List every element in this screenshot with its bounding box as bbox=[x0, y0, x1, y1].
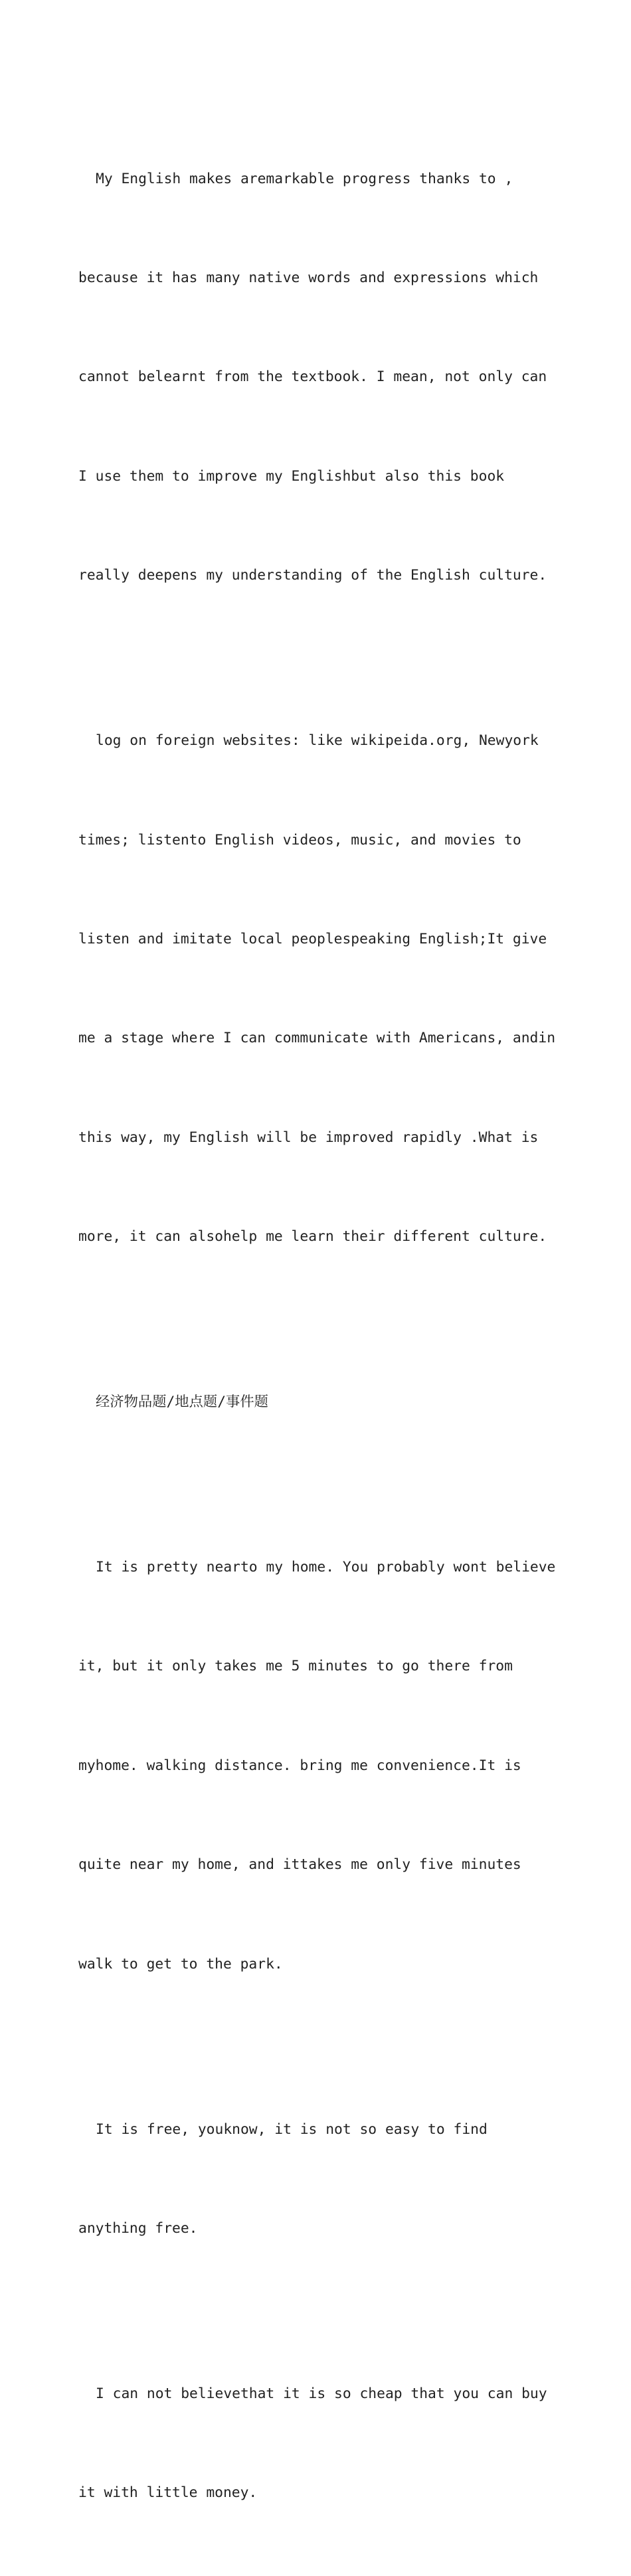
text-line: listen and imitate local peoplespeaking English;It give bbox=[78, 930, 547, 947]
text-line: it, but it only takes me 5 minutes to go there from bbox=[78, 1658, 513, 1675]
text-line: It is pretty nearto my home. You probably wont believe bbox=[96, 1559, 556, 1576]
text-line: My English makes aremarkable progress thanks to , bbox=[96, 170, 513, 187]
paragraph-foreign-websites bbox=[78, 659, 557, 1320]
paragraph-free bbox=[78, 2047, 557, 2311]
text-line: me a stage where I can communicate with Americans, andin bbox=[78, 1030, 556, 1047]
paragraph-near-home bbox=[78, 1485, 557, 2047]
text-line: cannot belearnt from the textbook. I mean, not only can bbox=[78, 368, 547, 386]
paragraph-cheap bbox=[78, 2311, 557, 2575]
text-line: log on foreign websites: like wikipeida.org, Newyork bbox=[96, 732, 539, 750]
document-page bbox=[78, 96, 557, 2576]
text-line: because it has many native words and expressions which bbox=[78, 269, 539, 286]
text-line: more, it can alsohelp me learn their different culture. bbox=[78, 1228, 547, 1246]
text-line: It is free, youknow, it is not so easy to find bbox=[96, 2121, 488, 2138]
text-line: times; listento English videos, music, and movies to bbox=[78, 831, 521, 848]
text-line: really deepens my understanding of the English culture. bbox=[78, 567, 547, 584]
text-line: quite near my home, and ittakes me only five minutes bbox=[78, 1856, 521, 1874]
text-line: myhome. walking distance. bring me convenience.It is bbox=[78, 1757, 521, 1774]
text-line: I use them to improve my Englishbut also this book bbox=[78, 467, 505, 485]
text-line: it with little money. bbox=[78, 2484, 258, 2502]
text-line: this way, my English will be improved rapidly .What is bbox=[78, 1129, 539, 1146]
text-line: 经济物品题/地点题/事件题 bbox=[96, 1394, 268, 1411]
paragraph-textbook-progress bbox=[78, 96, 557, 659]
text-line: walk to get to the park. bbox=[78, 1955, 283, 1972]
text-line: I can not believethat it is so cheap that you can buy bbox=[96, 2385, 547, 2402]
section-heading bbox=[78, 1319, 557, 1485]
text-line: anything free. bbox=[78, 2220, 198, 2237]
